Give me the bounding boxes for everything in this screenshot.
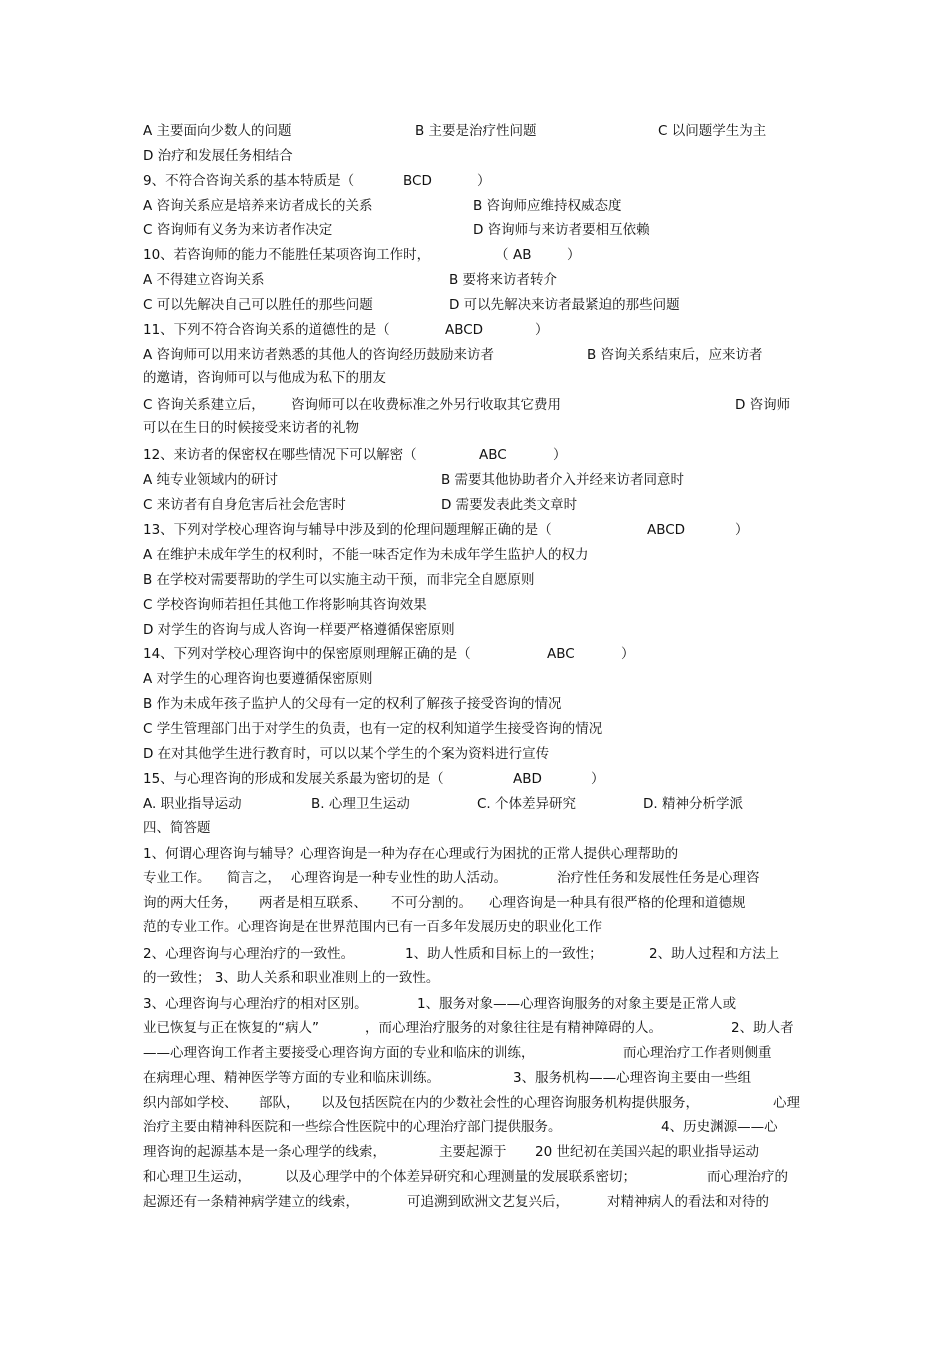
sa3-text: 心理 <box>773 1095 800 1111</box>
sa1-text: 询的两大任务， <box>143 895 238 911</box>
q15-question: 15、与心理咨询的形成和发展关系最为密切的是（ <box>143 771 444 787</box>
q11-close-paren: ） <box>535 322 549 338</box>
q12-option-a: A 纯专业领域内的研讨 <box>143 472 279 488</box>
q11-option-b-start: B 咨询关系结束后，应来访者 <box>587 347 763 363</box>
q12-option-b: B 需要其他协助者介入并经来访者同意时 <box>441 472 685 488</box>
q10-answer: AB <box>513 247 532 263</box>
q13-option-b: B 在学校对需要帮助的学生可以实施主动干预，而非完全自愿原则 <box>143 572 535 588</box>
q15-option-b: B. 心理卫生运动 <box>311 796 410 812</box>
sa3-text: 主要起源于 <box>439 1144 507 1160</box>
sa1-text: 心理咨询是一种专业性的助人活动。 <box>291 870 507 886</box>
q13-option-c: C 学校咨询师若担任其他工作将影响其咨询效果 <box>143 597 427 613</box>
q14-option-c: C 学生管理部门出于对学生的负责，也有一定的权利知道学生接受咨询的情况 <box>143 721 603 737</box>
q12-option-d: D 需要发表此类文章时 <box>441 497 578 513</box>
sa3-text: 业已恢复与正在恢复的“病人” <box>143 1020 319 1036</box>
sa3-text: 对精神病人的看法和对待的 <box>607 1194 769 1210</box>
q11-option-c-cont: 咨询师可以在收费标准之外另行收取其它费用 <box>291 397 561 413</box>
q13-answer: ABCD <box>647 522 686 538</box>
q13-option-a: A 在维护未成年学生的权利时，不能一味否定作为未成年学生监护人的权力 <box>143 547 589 563</box>
q15-close-paren: ） <box>591 771 605 787</box>
sa1-text: 范的专业工作。心理咨询是在世界范围内已有一百多年发展历史的职业化工作 <box>143 919 602 935</box>
sa3-text: 以及心理学中的个体差异研究和心理测量的发展联系密切； <box>285 1169 636 1185</box>
q15-option-c: C. 个体差异研究 <box>477 796 577 812</box>
q8-option-b: B 主要是治疗性问题 <box>415 123 537 139</box>
q10-close-paren: ） <box>567 247 581 263</box>
sa3-text: 部队， <box>259 1095 300 1111</box>
sa3-text: 治疗主要由精神科医院和一些综合性医院中的心理治疗部门提供服务。 <box>143 1119 562 1135</box>
sa3-text: 1、服务对象——心理咨询服务的对象主要是正常人或 <box>417 996 737 1012</box>
q13-question: 13、下列对学校心理咨询与辅导中涉及到的伦理问题理解正确的是（ <box>143 522 552 538</box>
q9-question: 9、不符合咨询关系的基本特质是（ <box>143 173 355 189</box>
q14-close-paren: ） <box>621 646 635 662</box>
sa2-text: 1、助人性质和目标上的一致性； <box>405 946 603 962</box>
sa3-text: 3、服务机构——心理咨询主要由一些组 <box>513 1070 752 1086</box>
sa3-text: 2、助人者 <box>731 1020 794 1036</box>
sa3-text: 理咨询的起源基本是一条心理学的线索， <box>143 1144 386 1160</box>
q10-option-a: A 不得建立咨询关系 <box>143 272 265 288</box>
short-answer-heading: 四、简答题 <box>143 820 211 836</box>
sa3-text: 起源还有一条精神病学建立的线索， <box>143 1194 359 1210</box>
q12-answer: ABC <box>479 447 507 463</box>
q10-option-b: B 要将来访者转介 <box>449 272 558 288</box>
q9-option-a: A 咨询关系应是培养来访者成长的关系 <box>143 198 373 214</box>
sa1-text: 专业工作。 <box>143 870 211 886</box>
q11-option-d-start: D 咨询师 <box>735 397 791 413</box>
q11-option-b-cont: 的邀请，咨询师可以与他成为私下的朋友 <box>143 370 386 386</box>
sa2-text: 2、心理咨询与心理治疗的一致性。 <box>143 946 355 962</box>
q8-option-a: A 主要面向少数人的问题 <box>143 123 292 139</box>
q10-open-paren: （ <box>495 247 509 263</box>
q11-question: 11、下列不符合咨询关系的道德性的是（ <box>143 322 390 338</box>
sa1-text: 治疗性任务和发展性任务是心理咨 <box>557 870 760 886</box>
sa1-text: 不可分割的。 <box>391 895 472 911</box>
q11-option-c-start: C 咨询关系建立后， <box>143 397 265 413</box>
sa3-text: 20 世纪初在美国兴起的职业指导运动 <box>535 1144 759 1160</box>
q13-option-d: D 对学生的咨询与成人咨询一样要严格遵循保密原则 <box>143 622 455 638</box>
q8-option-c: C 以问题学生为主 <box>658 123 767 139</box>
sa3-text: 和心理卫生运动， <box>143 1169 251 1185</box>
q14-option-b: B 作为未成年孩子监护人的父母有一定的权利了解孩子接受咨询的情况 <box>143 696 562 712</box>
q12-option-c: C 来访者有自身危害后社会危害时 <box>143 497 346 513</box>
sa2-text: 2、助人过程和方法上 <box>649 946 780 962</box>
sa3-text: 在病理心理、精神医学等方面的专业和临床训练。 <box>143 1070 440 1086</box>
q14-answer: ABC <box>547 646 575 662</box>
sa3-text: ，而心理治疗服务的对象往往是有精神障碍的人。 <box>365 1020 662 1036</box>
q11-option-a: A 咨询师可以用来访者熟悉的其他人的咨询经历鼓励来访者 <box>143 347 495 363</box>
q14-question: 14、下列对学校心理咨询中的保密原则理解正确的是（ <box>143 646 471 662</box>
q13-close-paren: ） <box>735 522 749 538</box>
q14-option-a: A 对学生的心理咨询也要遵循保密原则 <box>143 671 373 687</box>
sa3-text: 织内部如学校、 <box>143 1095 238 1111</box>
sa1-text: 简言之， <box>227 870 281 886</box>
q8-option-d: D 治疗和发展任务相结合 <box>143 148 293 164</box>
q14-option-d: D 在对其他学生进行教育时，可以以某个学生的个案为资料进行宣传 <box>143 746 550 762</box>
q10-option-d: D 可以先解决来访者最紧迫的那些问题 <box>449 297 680 313</box>
q9-answer: BCD <box>403 173 432 189</box>
sa2-text: 的一致性； 3、助人关系和职业准则上的一致性。 <box>143 970 440 986</box>
q9-option-d: D 咨询师与来访者要相互依赖 <box>473 222 650 238</box>
sa1-text: 两者是相互联系、 <box>259 895 367 911</box>
q9-close-paren: ） <box>477 173 491 189</box>
sa3-text: 而心理治疗工作者则侧重 <box>623 1045 772 1061</box>
sa3-text: 以及包括医院在内的少数社会性的心理咨询服务机构提供服务， <box>321 1095 699 1111</box>
sa1-text: 1、何谓心理咨询与辅导？心理咨询是一种为存在心理或行为困扰的正常人提供心理帮助的 <box>143 846 679 862</box>
sa3-text: 而心理治疗的 <box>707 1169 788 1185</box>
q10-question: 10、若咨询师的能力不能胜任某项咨询工作时， <box>143 247 431 263</box>
q9-option-b: B 咨询师应维持权威态度 <box>473 198 622 214</box>
q11-option-d-cont: 可以在生日的时候接受来访者的礼物 <box>143 420 359 436</box>
q9-option-c: C 咨询师有义务为来访者作决定 <box>143 222 333 238</box>
q11-answer: ABCD <box>445 322 484 338</box>
q12-question: 12、来访者的保密权在哪些情况下可以解密（ <box>143 447 417 463</box>
q12-close-paren: ） <box>553 447 567 463</box>
q10-option-c: C 可以先解决自己可以胜任的那些问题 <box>143 297 373 313</box>
q15-answer: ABD <box>513 771 542 787</box>
sa1-text: 心理咨询是一种具有很严格的伦理和道德规 <box>489 895 746 911</box>
sa3-text: 3、心理咨询与心理治疗的相对区别。 <box>143 996 368 1012</box>
q15-option-d: D. 精神分析学派 <box>643 796 743 812</box>
sa3-text: 可追溯到欧洲文艺复兴后， <box>407 1194 569 1210</box>
sa3-text: 4、历史渊源——心 <box>661 1119 778 1135</box>
sa3-text: ——心理咨询工作者主要接受心理咨询方面的专业和临床的训练， <box>143 1045 535 1061</box>
q15-option-a: A. 职业指导运动 <box>143 796 242 812</box>
